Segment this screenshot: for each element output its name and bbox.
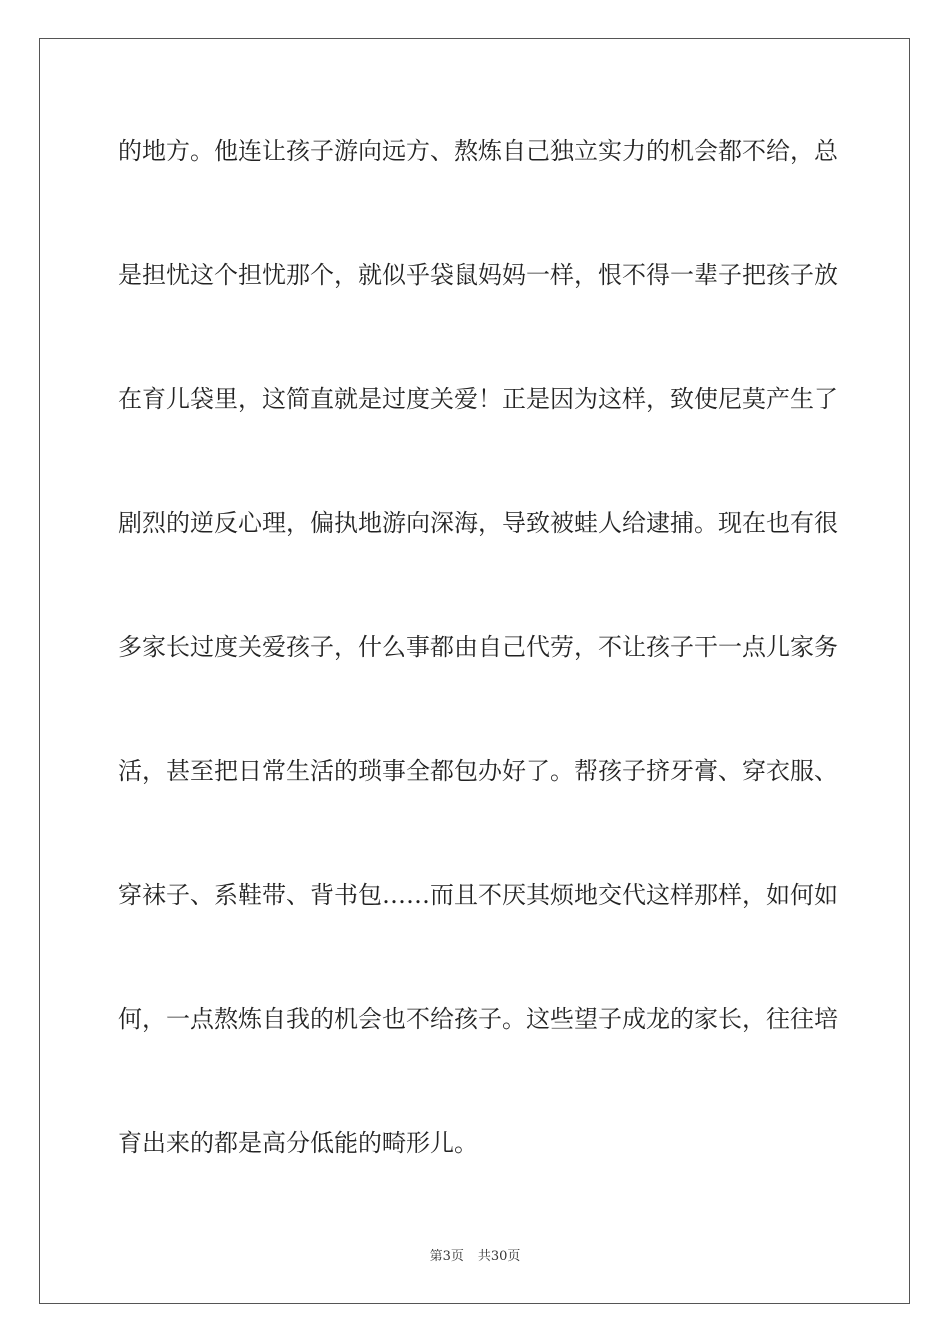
- paragraph-line: 是担忧这个担忧那个，就似乎袋鼠妈妈一样，恨不得一辈子把孩子放: [118, 261, 838, 289]
- paragraph-line: 在育儿袋里，这简直就是过度关爱！正是因为这样，致使尼莫产生了: [118, 385, 838, 413]
- paragraph-line: 穿袜子、系鞋带、背书包……而且不厌其烦地交代这样那样，如何如: [118, 881, 838, 909]
- page-footer: [0, 1249, 950, 1265]
- page-border: [39, 38, 910, 1304]
- page-number: 第3页: [429, 1249, 464, 1264]
- paragraph-line: 何，一点熬炼自我的机会也不给孩子。这些望子成龙的家长，往往培: [118, 1005, 838, 1033]
- paragraph-line: 剧烈的逆反心理，偏执地游向深海，导致被蛙人给逮捕。现在也有很: [118, 509, 838, 537]
- total-pages: 共30页: [477, 1249, 521, 1264]
- paragraph-line: 育出来的都是高分低能的畸形儿。: [118, 1129, 478, 1157]
- paragraph-line: 多家长过度关爱孩子，什么事都由自己代劳，不让孩子干一点儿家务: [118, 633, 838, 661]
- paragraph-line: 的地方。他连让孩子游向远方、熬炼自己独立实力的机会都不给，总: [118, 137, 838, 165]
- paragraph-line: 活，甚至把日常生活的琐事全都包办好了。帮孩子挤牙膏、穿衣服、: [118, 757, 838, 785]
